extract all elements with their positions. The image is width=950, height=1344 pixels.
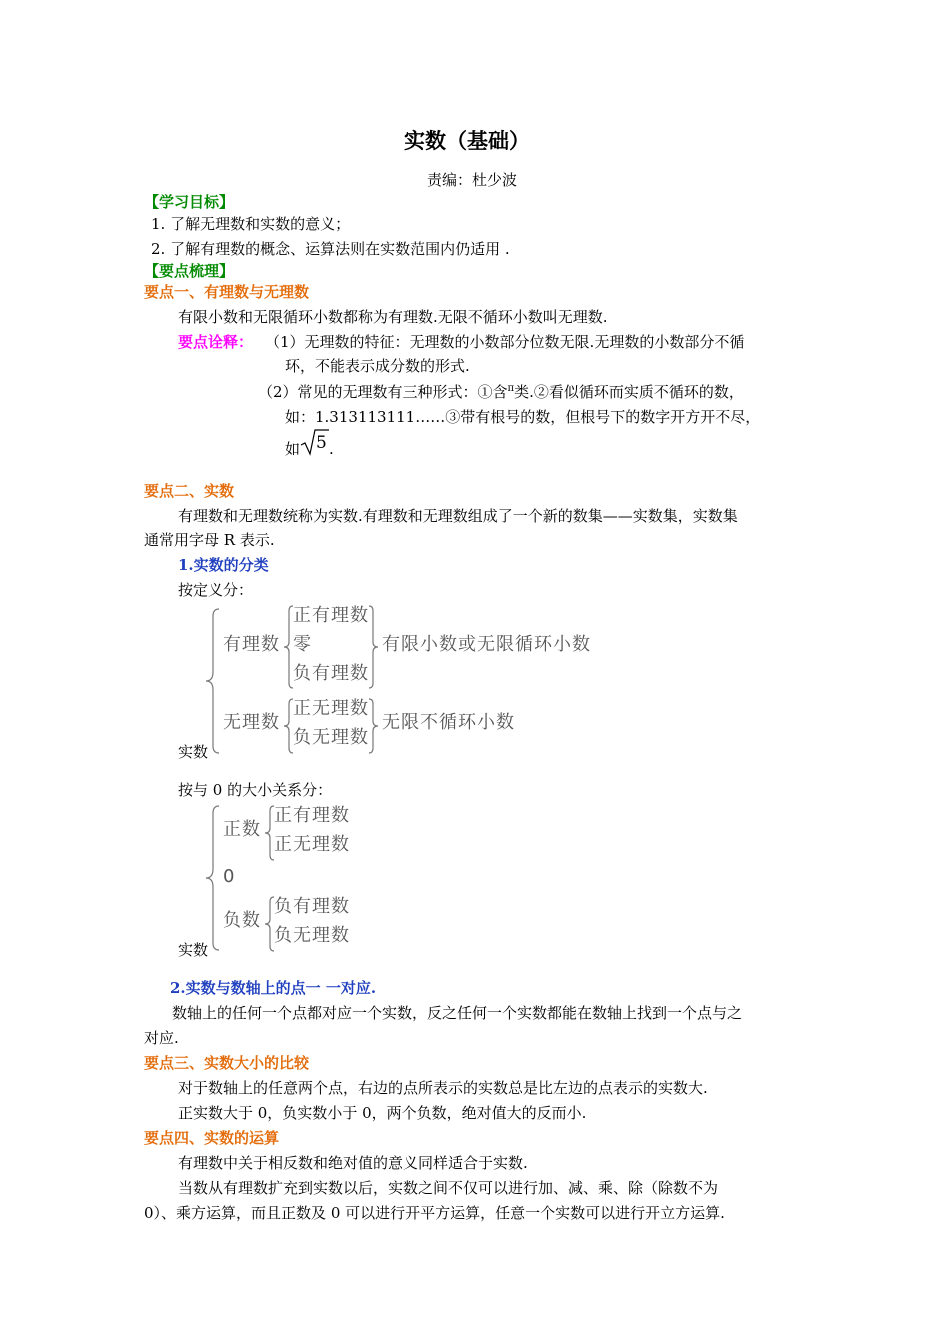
zero-numeral: 0 — [223, 866, 236, 887]
section-goals-heading: 【学习目标】 — [144, 193, 235, 211]
point1-heading: 要点一、有理数与无理数 — [144, 283, 310, 301]
point4-heading: 要点四、实数的运算 — [144, 1129, 280, 1147]
note2-text-a2: 类.②看似循环而实质不循环的数， — [514, 383, 744, 401]
negative-irrational-label-2: 负无理数 — [274, 925, 350, 946]
by-size-label: 按与 0 的大小关系分： — [178, 781, 333, 799]
negative-label: 负数 — [223, 910, 261, 931]
real-number-label: 实数 — [178, 743, 209, 761]
point2-text-b: 通常用字母 R 表示. — [144, 531, 275, 549]
goal-item: 1. 了解无理数和实数的意义； — [151, 215, 351, 233]
positive-rational-label: 正有理数 — [293, 605, 369, 626]
negative-rational-label: 负有理数 — [293, 663, 369, 684]
point4-line1: 有理数中关于相反数和绝对值的意义同样适合于实数. — [178, 1154, 528, 1172]
point2-text-a: 有理数和无理数统称为实数.有理数和无理数组成了一个新的数集——实数集，实数集 — [178, 507, 738, 525]
rational-label: 有理数 — [223, 634, 280, 655]
big-brace-definition — [205, 608, 221, 754]
note-label: 要点诠释： — [178, 333, 254, 351]
note1-line-b: 环，不能表示成分数的形式. — [285, 357, 470, 375]
brace-rational-right — [367, 605, 379, 689]
point3-line1: 对于数轴上的任意两个点，右边的点所表示的实数总是比左边的点表示的实数大. — [178, 1079, 708, 1097]
positive-rational-label-2: 正有理数 — [274, 805, 350, 826]
brace-irrational-right — [367, 698, 379, 754]
big-brace-size — [205, 805, 221, 951]
goal-item: 2. 了解有理数的概念、运算法则在实数范围内仍适用 . — [151, 240, 510, 258]
sub-heading-classification: 1.实数的分类 — [178, 556, 269, 574]
negative-irrational-label: 负无理数 — [293, 727, 369, 748]
note2-suffix: . — [329, 440, 334, 458]
negative-rational-label-2: 负有理数 — [274, 896, 350, 917]
note2-prefix: 如 — [285, 440, 301, 458]
irrational-label: 无理数 — [223, 712, 280, 733]
positive-irrational-label-2: 正无理数 — [274, 834, 350, 855]
point4-line2a: 当数从有理数扩充到实数以后，实数之间不仅可以进行加、减、乘、除（除数不为 — [178, 1179, 719, 1197]
point2-heading: 要点二、实数 — [144, 482, 235, 500]
point3-line2: 正实数大于 0，负实数小于 0，两个负数，绝对值大的反而小. — [178, 1104, 587, 1122]
sub-heading-number-line: 2.实数与数轴上的点一 一对应. — [170, 979, 377, 997]
point3-heading: 要点三、实数大小的比较 — [144, 1054, 310, 1072]
section-points-heading: 【要点梳理】 — [144, 262, 235, 280]
note2-text-a: （2）常见的无理数有三种形式：①含 — [258, 383, 508, 401]
page-title: 实数（基础） — [404, 128, 530, 153]
rational-description: 有限小数或无限循环小数 — [382, 634, 591, 655]
point4-line2b: 0）、乘方运算，而且正数及 0 可以进行开平方运算，任意一个实数可以进行开立方运算. — [144, 1204, 725, 1222]
positive-irrational-label: 正无理数 — [293, 698, 369, 719]
point1-text: 有限小数和无限循环小数都称为有理数.无限不循环小数叫无理数. — [178, 308, 608, 326]
number-line-text-a: 数轴上的任何一个点都对应一个实数，反之任何一个实数都能在数轴上找到一个点与之 — [172, 1004, 743, 1022]
editor-line: 责编：杜少波 — [427, 171, 518, 189]
note2-line-a — [258, 383, 744, 402]
pi-symbol: π — [507, 383, 515, 394]
real-number-label-2: 实数 — [178, 941, 209, 959]
note1-line-a: （1）无理数的特征：无理数的小数部分位数无限.无理数的小数部分不循 — [265, 333, 745, 351]
number-line-text-b: 对应. — [144, 1029, 179, 1047]
by-definition-label: 按定义分： — [178, 581, 254, 599]
sqrt-radicand: 5 — [316, 433, 327, 453]
zero-label: 零 — [293, 634, 312, 655]
irrational-description: 无限不循环小数 — [382, 712, 515, 733]
sqrt-expression — [300, 428, 330, 456]
positive-label: 正数 — [223, 819, 261, 840]
note2-line-b: 如：1.313113111……③带有根号的数，但根号下的数字开方开不尽， — [285, 408, 761, 426]
